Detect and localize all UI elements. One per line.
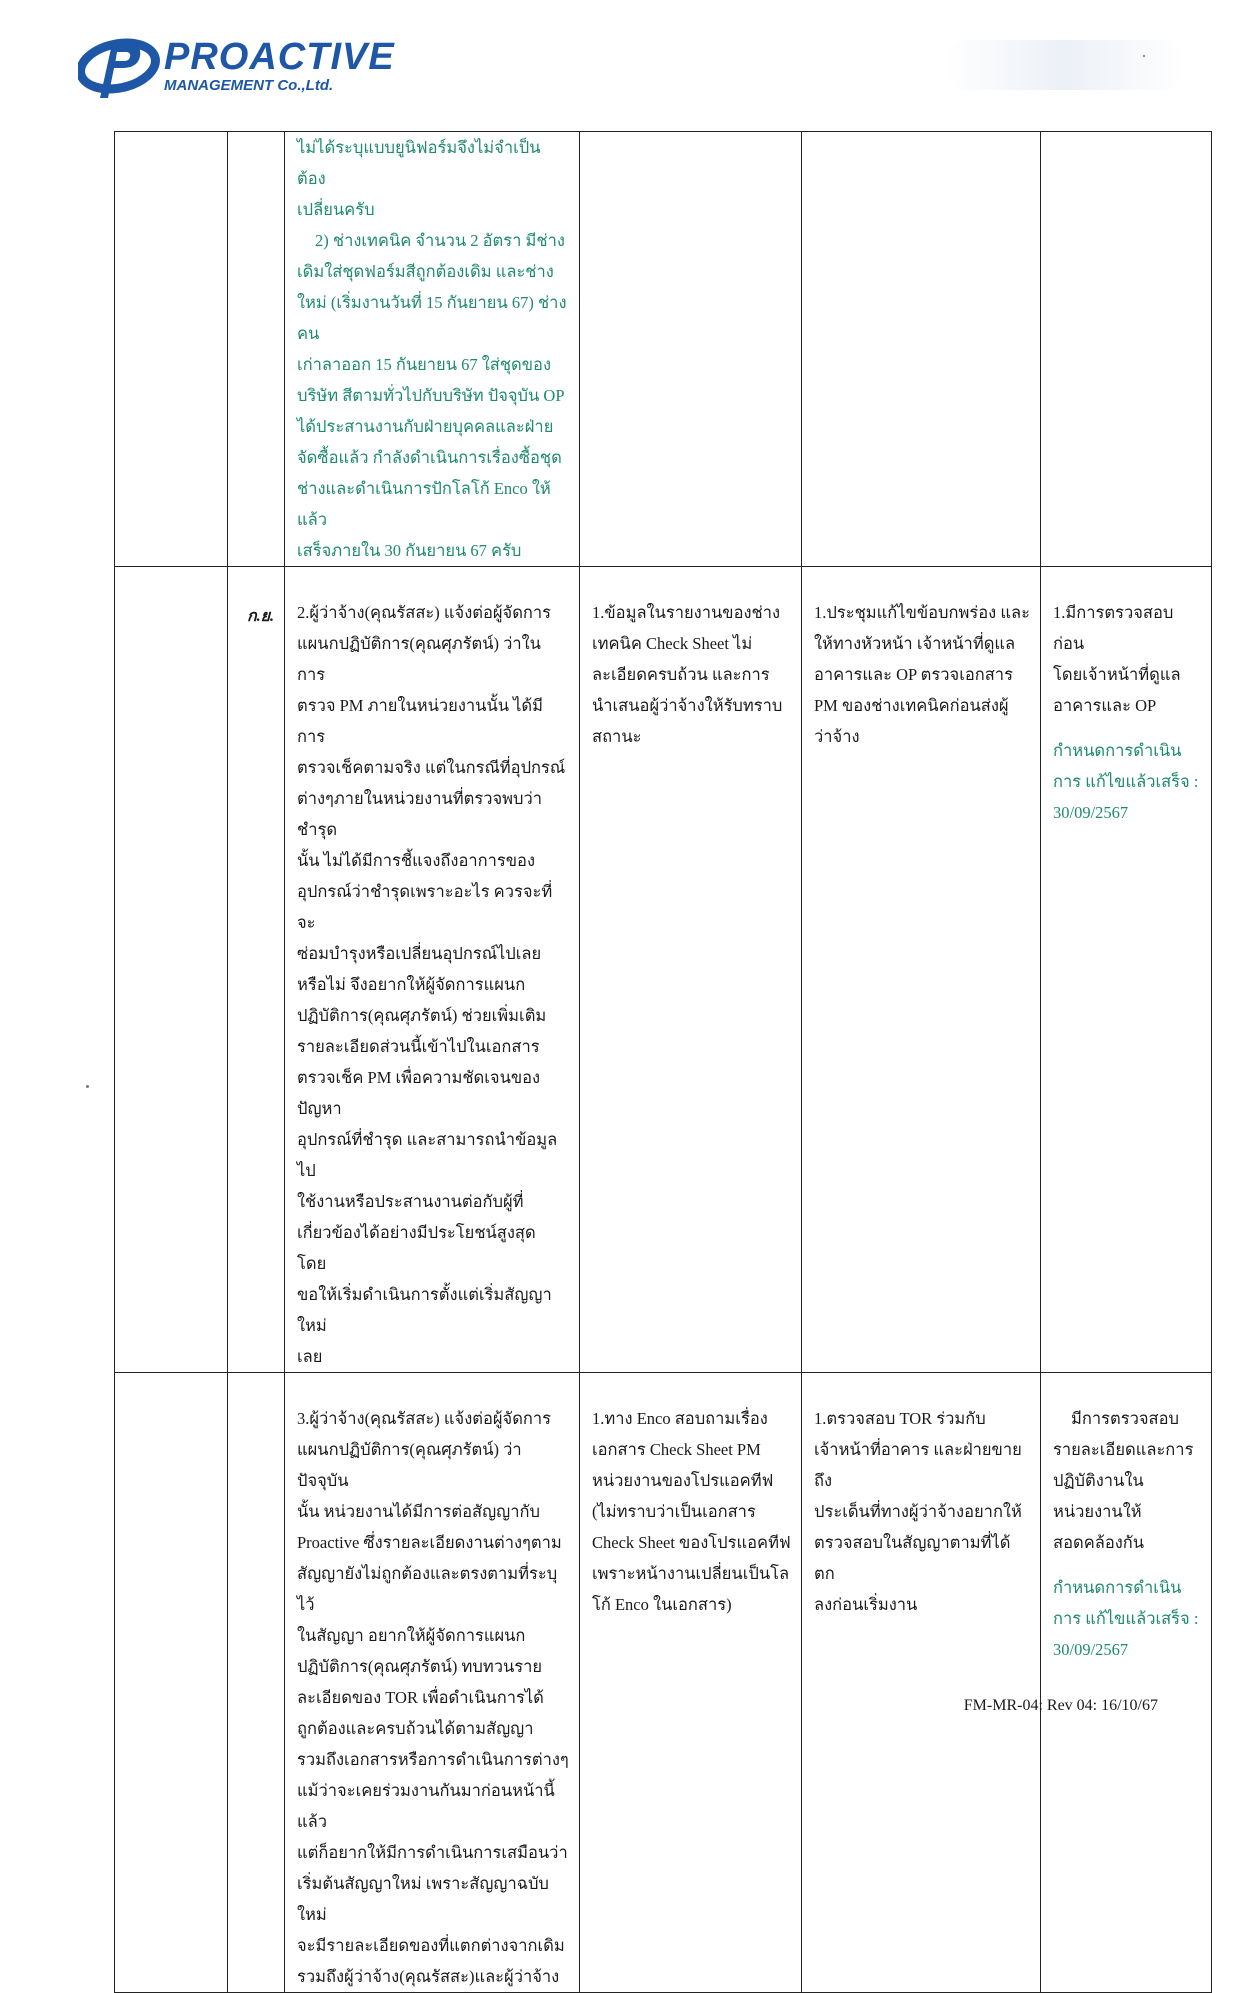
cell-cause — [580, 132, 802, 567]
cell-month — [228, 132, 285, 567]
scan-speck — [1143, 55, 1145, 57]
text-line: อุปกรณ์ว่าชำรุดเพราะอะไร ควรจะที่จะ — [297, 882, 553, 932]
text-line: รวมถึงเอกสารหรือการดำเนินการต่างๆ — [297, 1750, 569, 1769]
month-label — [228, 1373, 284, 1407]
text-line: 1.ทาง Enco สอบถามเรื่อง — [592, 1409, 768, 1428]
cell-blank — [115, 132, 228, 567]
cell-action — [802, 1373, 1041, 1993]
table-row — [115, 1373, 1212, 1993]
deadline-date: 30/09/2567 — [1053, 803, 1129, 822]
text-line: อาคารและ OP — [1053, 696, 1157, 715]
month-label: ก.ย. — [246, 608, 274, 625]
text-line: ใหม่ (เริ่มงานวันที่ 15 กันยายน 67) ช่างคน — [297, 293, 567, 343]
text-line: เลย — [297, 1347, 323, 1366]
scan-speck — [86, 1085, 89, 1088]
text-line: มีการตรวจสอบ — [1071, 1409, 1179, 1428]
text-line: รายละเอียดและการ — [1053, 1440, 1194, 1459]
text-line: PM ของช่างเทคนิคก่อนส่งผู้ — [814, 696, 1009, 715]
text-line: 3.ผู้ว่าจ้าง(คุณรัสสะ) แจ้งต่อผู้จัดการ — [297, 1409, 552, 1428]
text-line: 1.มีการตรวจสอบก่อน — [1053, 603, 1174, 653]
text-line: ขอให้เริ่มดำเนินการตั้งแต่เริ่มสัญญาใหม่ — [297, 1285, 552, 1335]
cell-follow-up — [1041, 1373, 1212, 1993]
text-line: อาคารและ OP ตรวจเอกสาร — [814, 665, 1013, 684]
text-line: 1.ข้อมูลในรายงานของช่าง — [592, 603, 781, 622]
text-line: สัญญายังไม่ถูกต้องและตรงตามที่ระบุไว้ — [297, 1564, 558, 1614]
cell-issue-text — [285, 1373, 579, 1992]
text-line: เกี่ยวข้องได้อย่างมีประโยชน์สูงสุด โดย — [297, 1223, 536, 1273]
deadline-label: กำหนดการดำเนินการ แก้ไขแล้วเสร็จ : — [1053, 1578, 1199, 1628]
text-line: ปฏิบัติงานใน — [1053, 1471, 1144, 1490]
text-line: 2) ช่างเทคนิค จำนวน 2 อัตรา มีช่าง — [315, 231, 565, 250]
text-line: แผนกปฏิบัติการ(คุณศุภรัตน์) ว่าในการ — [297, 634, 541, 684]
cell-cause-text — [580, 132, 801, 162]
logo-emblem-icon — [78, 28, 164, 100]
text-line: เสร็จภายใน 30 กันยายน 67 ครับ — [297, 541, 522, 560]
month-label — [228, 132, 284, 166]
text-line: บริษัท สีตามทั่วไปกับบริษัท ปัจจุบัน OP — [297, 386, 565, 405]
table-row — [115, 567, 1212, 1373]
text-line: ว่าจ้าง — [814, 727, 860, 746]
text-line: ปฏิบัติการ(คุณศุภรัตน์) ทบทวนราย — [297, 1657, 543, 1676]
text-line: ถูกต้องและครบถ้วนได้ตามสัญญา — [297, 1719, 534, 1738]
text-line: ตรวจเช็คตามจริง แต่ในกรณีที่อุปกรณ์ — [297, 758, 566, 777]
text-line: เดิมใส่ชุดฟอร์มสีถูกต้องเดิม และช่าง — [297, 262, 554, 281]
bleed-through-mark — [945, 40, 1185, 90]
cell-issue — [285, 1373, 580, 1993]
deadline-date: 30/09/2567 — [1053, 1640, 1129, 1659]
text-line: โดยเจ้าหน้าที่ดูแล — [1053, 665, 1181, 684]
cell-cause — [580, 1373, 802, 1993]
text-line: เพราะหน้างานเปลี่ยนเป็นโล — [592, 1564, 790, 1583]
text-line: จะมีรายละเอียดของที่แตกต่างจากเดิม — [297, 1936, 565, 1955]
text-line: เทคนิค Check Sheet ไม่ — [592, 634, 753, 653]
text-line: ตรวจสอบในสัญญาตามที่ได้ตก — [814, 1533, 1011, 1583]
cell-cause-text — [580, 1373, 801, 1620]
text-line: ตรวจเช็ค PM เพื่อความชัดเจนของปัญหา — [297, 1068, 541, 1118]
text-line: ละเอียดของ TOR เพื่อดำเนินการได้ — [297, 1688, 544, 1707]
cell-follow-up-text — [1041, 567, 1211, 828]
text-line: ช่างและดำเนินการปักโลโก้ Enco ให้แล้ว — [297, 479, 551, 529]
text-line: หรือไม่ จึงอยากให้ผู้จัดการแผนก — [297, 975, 526, 994]
text-line: ประเด็นที่ทางผู้ว่าจ้างอยากให้ — [814, 1502, 1022, 1521]
company-logo — [78, 28, 395, 100]
text-line: นั้น ไม่ได้มีการชี้แจงถึงอาการของ — [297, 851, 536, 870]
text-line: รายละเอียดส่วนนี้เข้าไปในเอกสาร — [297, 1037, 540, 1056]
text-line: โก้ Enco ในเอกสาร) — [592, 1595, 732, 1614]
text-line: 2.ผู้ว่าจ้าง(คุณรัสสะ) แจ้งต่อผู้จัดการ — [297, 603, 552, 622]
text-line: สอดคล้องกัน — [1053, 1533, 1145, 1552]
text-line: ใช้งานหรือประสานงานต่อกับผู้ที่ — [297, 1192, 524, 1211]
cell-follow-up-text — [1041, 1373, 1211, 1665]
cell-blank — [115, 1373, 228, 1993]
cell-action — [802, 567, 1041, 1373]
table-row — [115, 132, 1212, 567]
cell-action-text — [802, 1373, 1040, 1620]
text-line: แม้ว่าจะเคยร่วมงานกันมาก่อนหน้านี้แล้ว — [297, 1781, 555, 1831]
cell-follow-up-text — [1041, 132, 1211, 162]
text-line: จัดซื้อแล้ว กำลังดำเนินการเรื่องซื้อชุด — [297, 448, 562, 467]
cell-month — [228, 1373, 285, 1993]
cell-follow-up — [1041, 567, 1212, 1373]
cell-cause — [580, 567, 802, 1373]
cell-cause-text — [580, 567, 801, 752]
text-line: หน่วยงานให้ — [1053, 1502, 1142, 1521]
text-line: ต่างๆภายในหน่วยงานที่ตรวจพบว่าชำรุด — [297, 789, 543, 839]
deadline-label: กำหนดการดำเนินการ แก้ไขแล้วเสร็จ : — [1053, 741, 1199, 791]
text-line: นำเสนอผู้ว่าจ้างให้รับทราบ — [592, 696, 783, 715]
cell-follow-up — [1041, 132, 1212, 567]
text-line: เก่าลาออก 15 กันยายน 67 ใส่ชุดของ — [297, 355, 552, 374]
text-line: เจ้าหน้าที่อาคาร และฝ่ายขาย ถึง — [814, 1440, 1022, 1490]
text-line: ซ่อมบำรุงหรือเปลี่ยนอุปกรณ์ไปเลย — [297, 944, 542, 963]
text-line: ตรวจ PM ภายในหน่วยงานนั้น ได้มีการ — [297, 696, 544, 746]
text-line: แผนกปฏิบัติการ(คุณศุภรัตน์) ว่าปัจจุบัน — [297, 1440, 522, 1490]
cell-issue-text — [285, 567, 579, 1372]
text-line: แต่ก็อยากให้มีการดำเนินการเสมือนว่า — [297, 1843, 568, 1862]
cell-issue-text — [285, 132, 579, 566]
text-line: รวมถึงผู้ว่าจ้าง(คุณรัสสะ)และผู้ว่าจ้าง — [297, 1967, 560, 1986]
text-line: สถานะ — [592, 727, 642, 746]
text-line: 1.ตรวจสอบ TOR ร่วมกับ — [814, 1409, 986, 1428]
text-line: Proactive ซึ่งรายละเอียดงานต่างๆตาม — [297, 1533, 562, 1552]
text-line: เปลี่ยนครับ — [297, 200, 375, 219]
text-line: Check Sheet ของโปรแอคทีฟ — [592, 1533, 791, 1552]
text-line: (ไม่ทราบว่าเป็นเอกสาร — [592, 1502, 756, 1521]
logo-title: PROACTIVE — [164, 36, 395, 78]
cell-action-text — [802, 567, 1040, 752]
cell-issue — [285, 132, 580, 567]
logo-subtitle: MANAGEMENT Co.,Ltd. — [164, 77, 334, 94]
form-reference: FM-MR-04: Rev 04: 16/10/67 — [963, 1697, 1158, 1714]
text-line: ไม่ได้ระบุแบบยูนิฟอร์มจึงไม่จำเป็นต้อง — [297, 138, 541, 188]
text-line: หน่วยงานของโปรแอคทีฟ — [592, 1471, 774, 1490]
text-line: ให้ทางหัวหน้า เจ้าหน้าที่ดูแล — [814, 634, 1016, 653]
cell-month — [228, 567, 285, 1373]
text-line: เริ่มต้นสัญญาใหม่ เพราะสัญญาฉบับใหม่ — [297, 1874, 549, 1924]
text-line: ลงก่อนเริ่มงาน — [814, 1595, 918, 1614]
text-line: ละเอียดครบถ้วน และการ — [592, 665, 770, 684]
cell-blank — [115, 567, 228, 1373]
text-line: อุปกรณ์ที่ชำรุด และสามารถนำข้อมูลไป — [297, 1130, 558, 1180]
text-line: ปฏิบัติการ(คุณศุภรัตน์) ช่วยเพิ่มเติม — [297, 1006, 547, 1025]
text-line: 1.ประชุมแก้ไขข้อบกพร่อง และ — [814, 603, 1030, 622]
cell-action-text — [802, 132, 1040, 162]
text-line: เอกสาร Check Sheet PM — [592, 1440, 761, 1459]
text-line: นั้น หน่วยงานได้มีการต่อสัญญากับ — [297, 1502, 540, 1521]
cell-action — [802, 132, 1041, 567]
text-line: ได้ประสานงานกับฝ่ายบุคคลและฝ่าย — [297, 417, 554, 436]
text-line: ในสัญญา อยากให้ผู้จัดการแผนก — [297, 1626, 526, 1645]
cell-issue — [285, 567, 580, 1373]
